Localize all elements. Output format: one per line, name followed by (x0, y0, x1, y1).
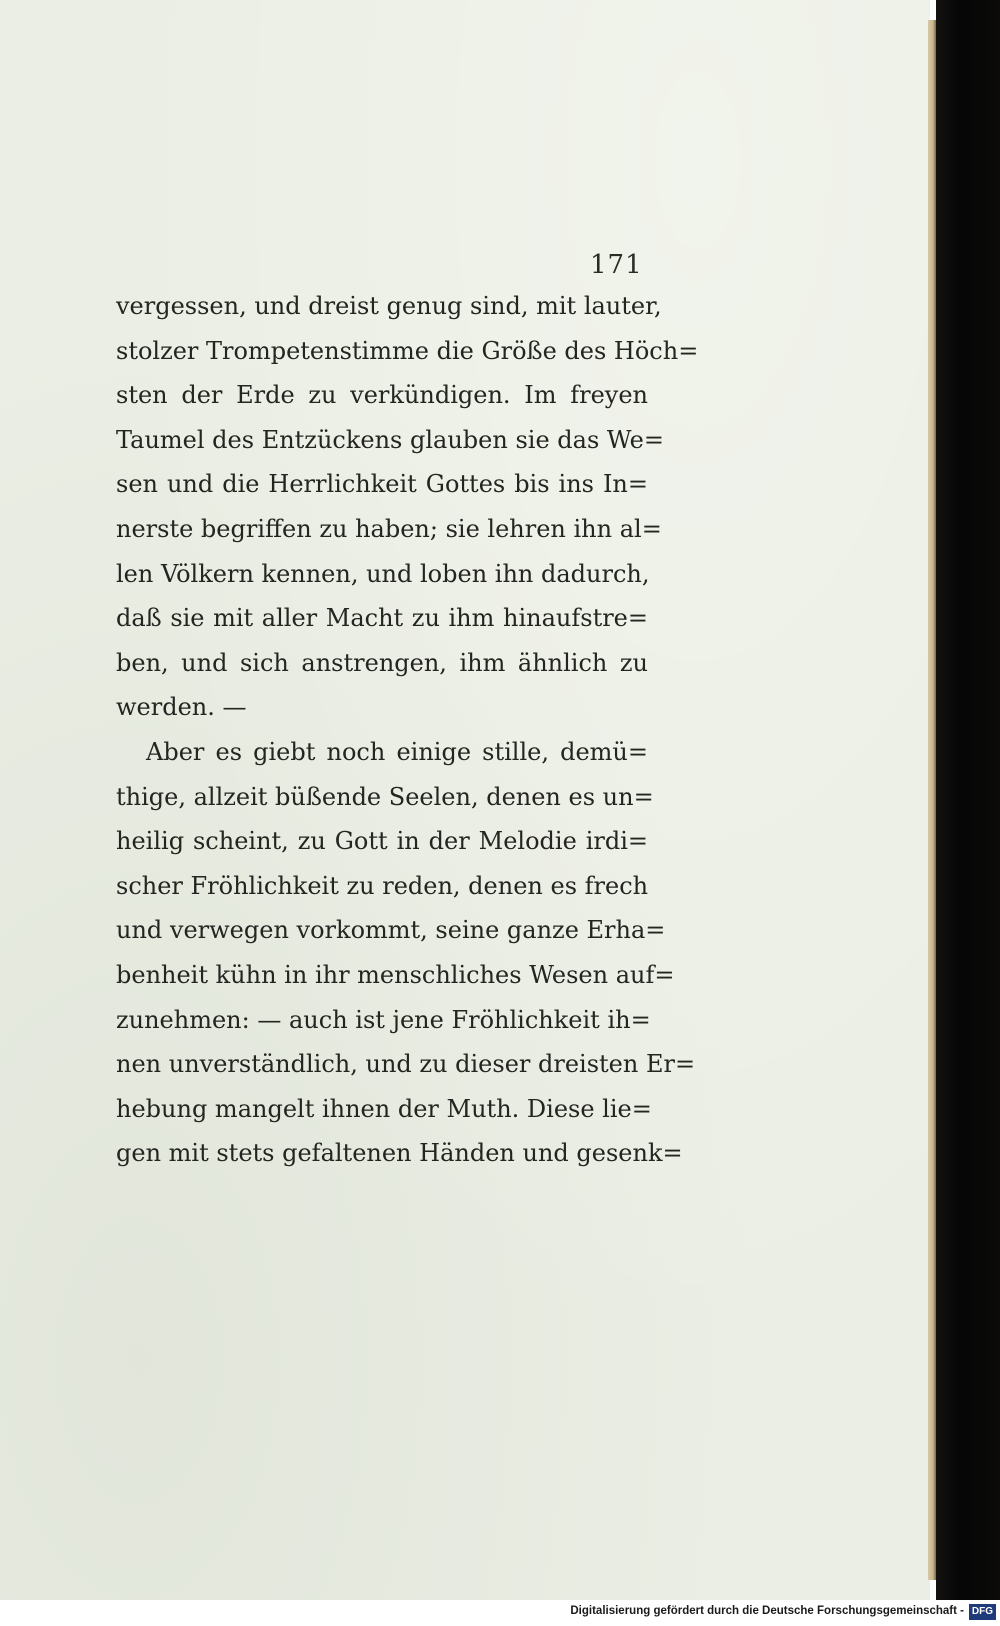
page-number: 171 (590, 250, 643, 280)
text-line: len Völkern kennen, und loben ihn dadurch, (116, 559, 650, 588)
page-edge (928, 20, 936, 1580)
footer-bar (0, 1600, 1000, 1626)
text-line: heilig scheint, zu Gott in der Melodie irdi= (116, 827, 648, 856)
text-line: stolzer Trompetenstimme die Größe des Höch= (116, 336, 699, 365)
text-line: vergessen, und dreist genug sind, mit lauter, (116, 292, 662, 320)
text-line: Aber es giebt noch einige stille, demü= (146, 737, 648, 766)
text-line: und verwegen vorkommt, seine ganze Erha= (116, 916, 666, 945)
text-line: werden. — (116, 693, 247, 722)
text-line: sen und die Herrlichkeit Gottes bis ins In= (116, 470, 648, 499)
text-line: zunehmen: — auch ist jene Fröhlichkeit ih= (116, 1005, 651, 1034)
body-text (116, 284, 699, 1176)
text-line: benheit kühn in ihr menschliches Wesen auf= (116, 960, 675, 989)
text-line: ben, und sich anstrengen, ihm ähnlich zu (116, 648, 648, 677)
text-line: thige, allzeit büßende Seelen, denen es un= (116, 782, 654, 811)
scan-border (936, 0, 1000, 1600)
text-line: scher Fröhlichkeit zu reden, denen es frech (116, 871, 649, 900)
text-line: nen unverständlich, und zu dieser dreisten Er= (116, 1050, 696, 1079)
text-line: Taumel des Entzückens glauben sie das We= (116, 425, 664, 454)
text-line: daß sie mit aller Macht zu ihm hinaufstre= (116, 604, 648, 633)
funding-notice: Digitalisierung gefördert durch die Deutsche Forschungsgemeinschaft - (570, 1605, 964, 1617)
text-line: hebung mangelt ihnen der Muth. Diese lie= (116, 1094, 652, 1123)
text-line: nerste begriffen zu haben; sie lehren ihn al= (116, 514, 662, 543)
text-line: gen mit stets gefaltenen Händen und gesenk= (116, 1139, 683, 1168)
dfg-logo: DFG (969, 1604, 996, 1620)
text-line: sten der Erde zu verkündigen. Im freyen (116, 381, 648, 410)
